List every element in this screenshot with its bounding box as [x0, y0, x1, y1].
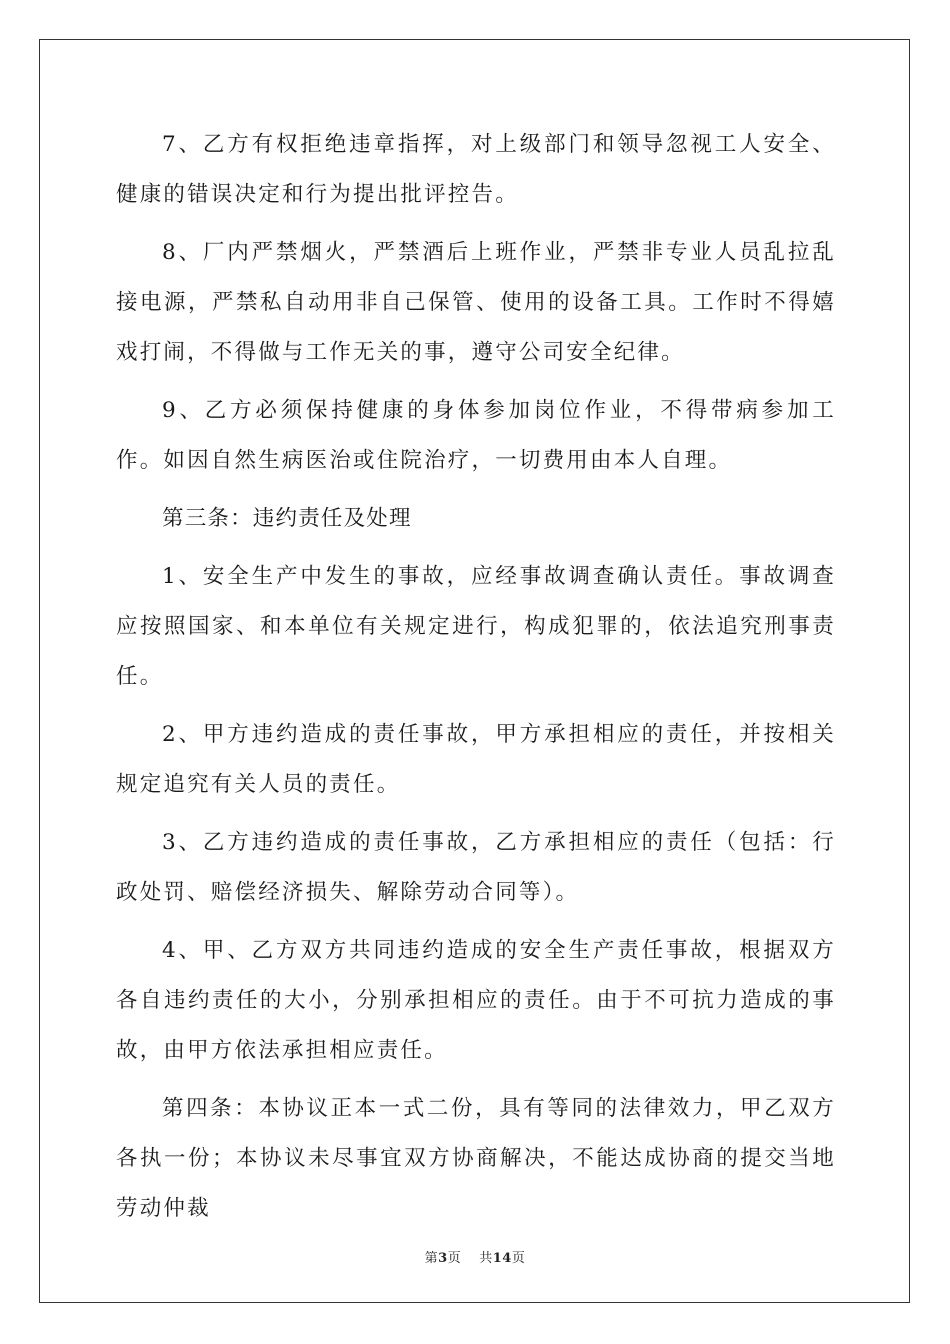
section-heading-article-3: 第三条：违约责任及处理: [162, 506, 412, 531]
paragraph-item-7: 7、乙方有权拒绝违章指挥，对上级部门和领导忽视工人安全、健康的错误决定和行为提出批评控告。: [116, 132, 836, 207]
total-prefix: 共: [479, 1251, 493, 1266]
paragraph-liability-1: 1、安全生产中发生的事故，应经事故调查确认责任。事故调查应按照国家、和本单位有关规定进行，构成犯罪的，依法追究刑事责任。: [116, 564, 836, 689]
paragraph-liability-3: 3、乙方违约造成的责任事故，乙方承担相应的责任（包括：行政处罚、赔偿经济损失、解除劳动合同等）。: [116, 830, 836, 905]
document-body: [116, 120, 836, 1242]
paragraph-item-9: 9、乙方必须保持健康的身体参加岗位作业，不得带病参加工作。如因自然生病医治或住院治疗，一切费用由本人自理。: [116, 398, 836, 473]
paragraph-article-4: 第四条：本协议正本一式二份，具有等同的法律效力，甲乙双方各执一份；本协议未尽事宜双方协商解决，不能达成协商的提交当地劳动仲裁: [116, 1096, 836, 1221]
page-prefix: 第: [424, 1251, 439, 1266]
total-pages-number: 14: [492, 1251, 512, 1266]
total-suffix: 页: [511, 1251, 526, 1266]
page-number: 3: [438, 1251, 448, 1266]
paragraph-liability-2: 2、甲方违约造成的责任事故，甲方承担相应的责任，并按相关规定追究有关人员的责任。: [116, 722, 836, 797]
page-suffix: 页: [447, 1251, 462, 1266]
paragraph-item-8: 8、厂内严禁烟火，严禁酒后上班作业，严禁非专业人员乱拉乱接电源，严禁私自动用非自己保管、使用的设备工具。工作时不得嬉戏打闹，不得做与工作无关的事，遵守公司安全纪律。: [116, 240, 836, 365]
total-pages-indicator: [479, 1251, 525, 1266]
paragraph-liability-4: 4、甲、乙方双方共同违约造成的安全生产责任事故，根据双方各自违约责任的大小，分别承担相应的责任。由于不可抗力造成的事故，由甲方依法承担相应责任。: [116, 938, 836, 1063]
page-footer: [0, 1247, 950, 1266]
page-indicator: [425, 1251, 462, 1266]
